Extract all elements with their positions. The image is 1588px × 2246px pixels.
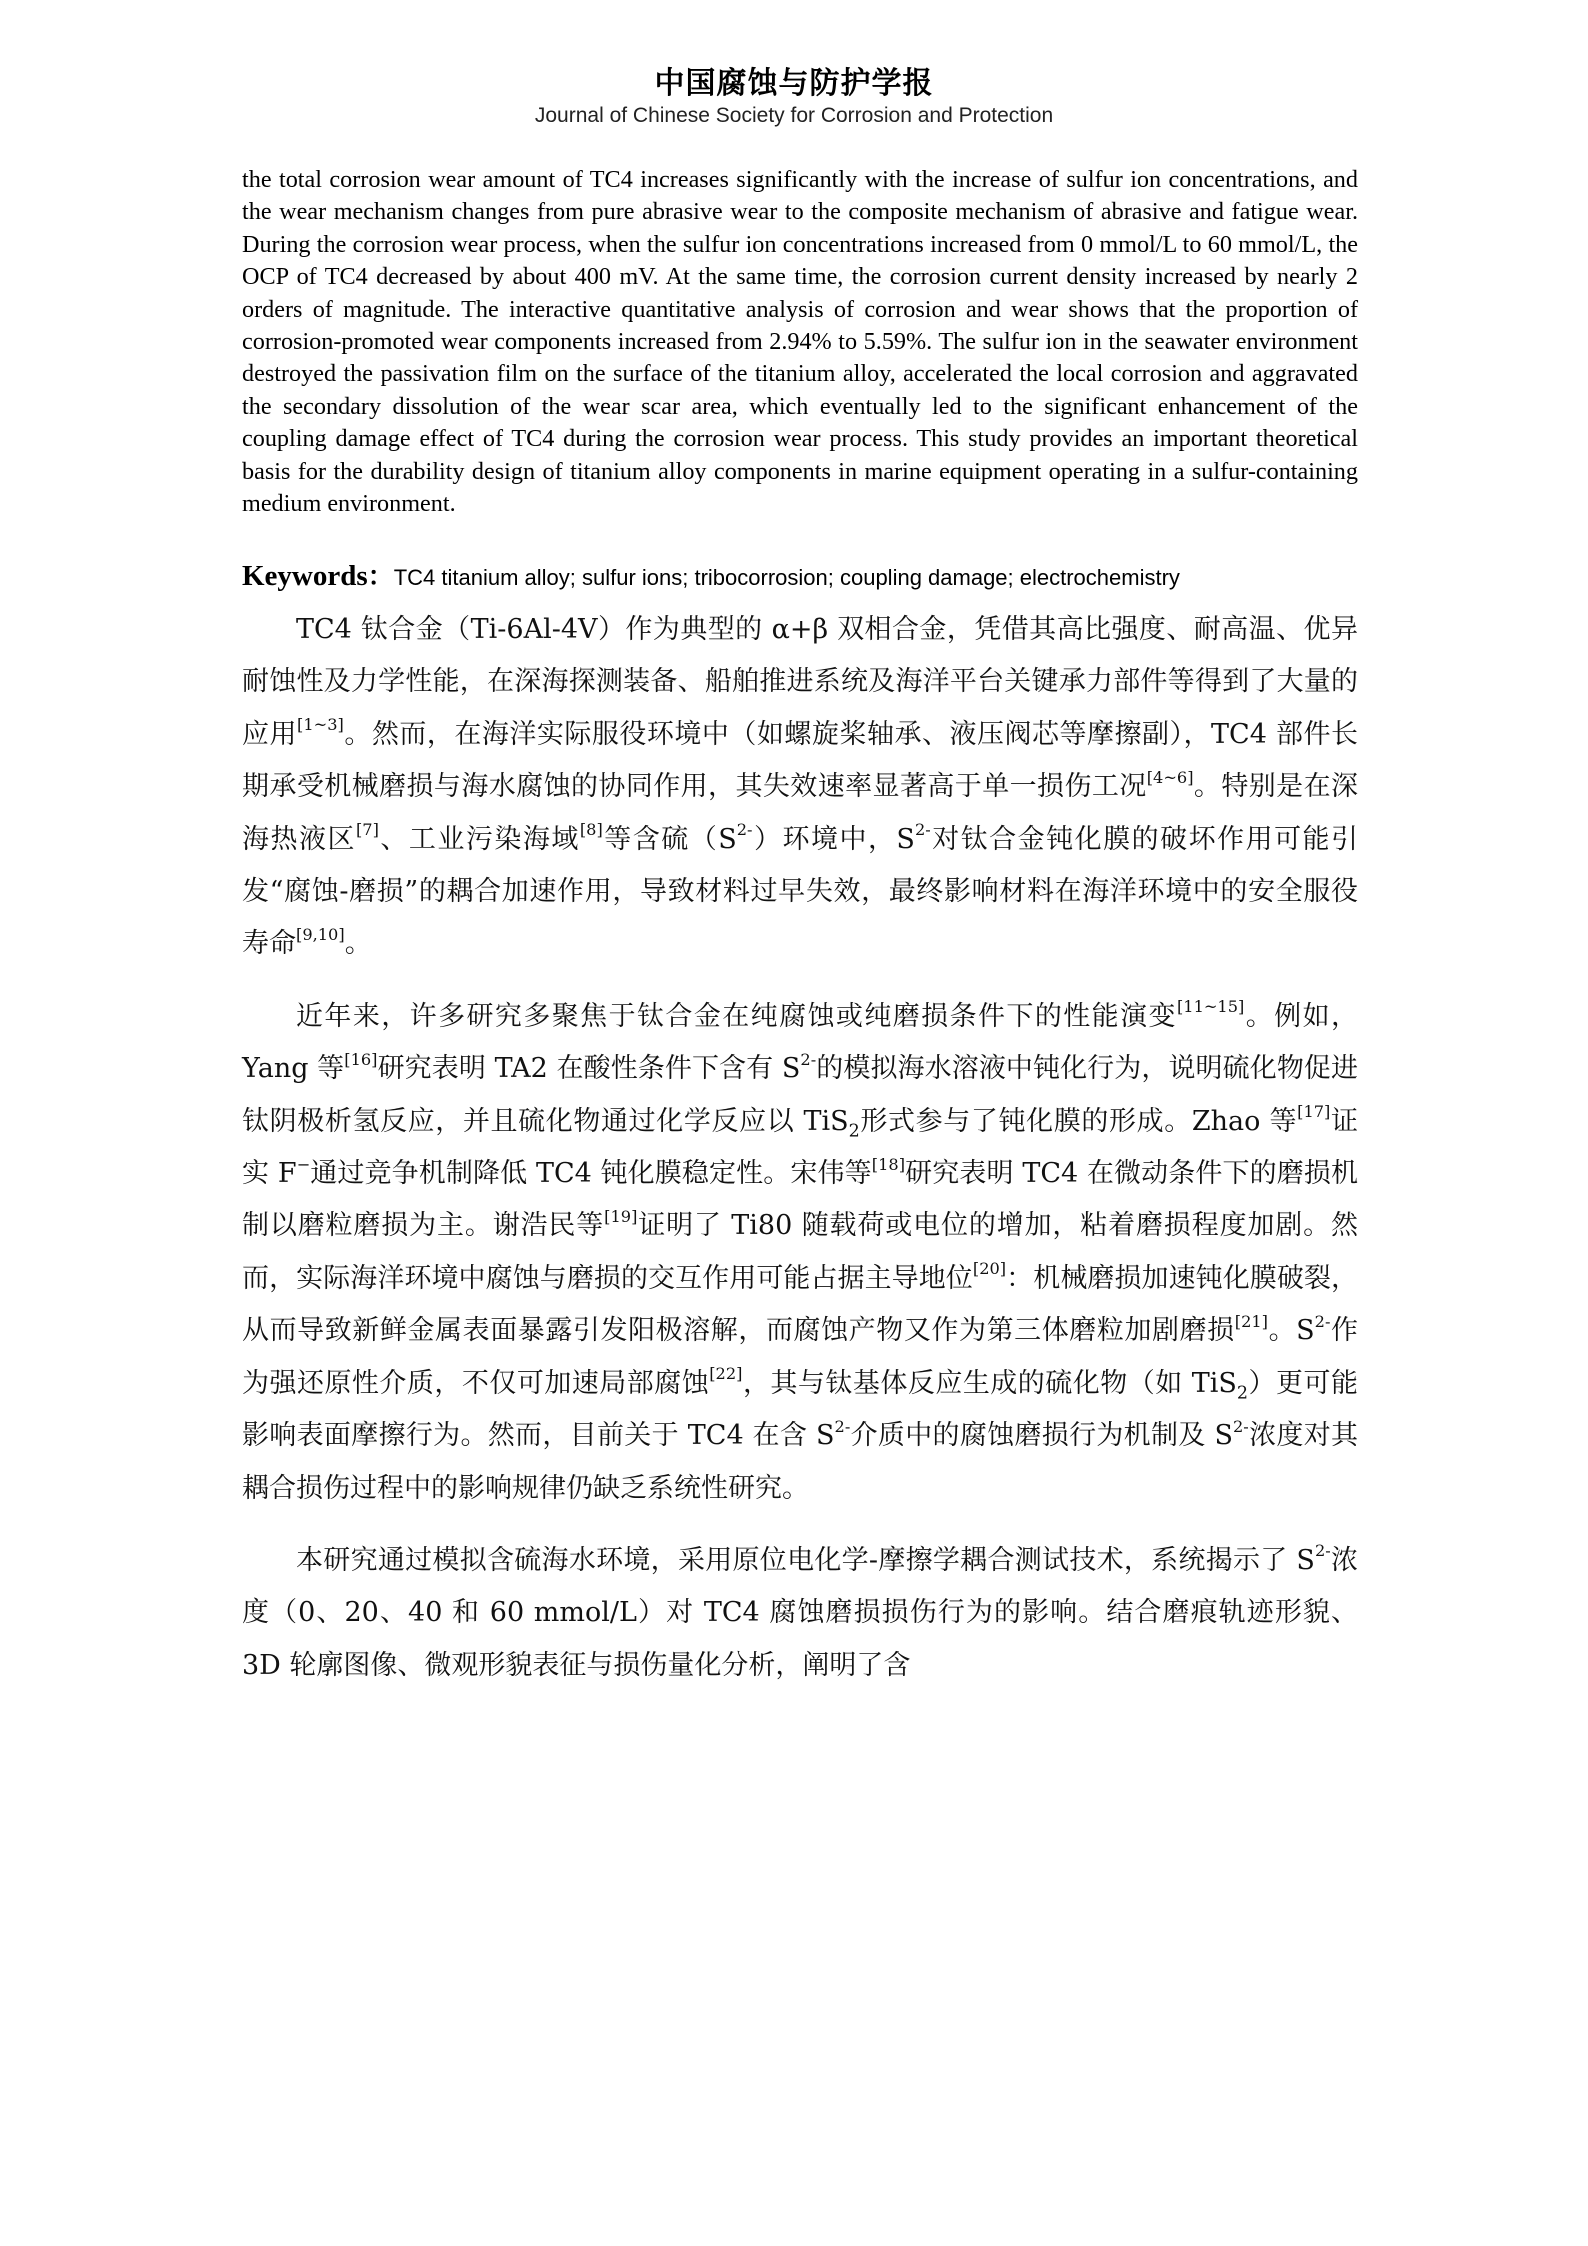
p3-text-1: 本研究通过模拟含硫海水环境，采用原位电化学-摩擦学耦合测试技术，系统揭示了 S (296, 1544, 1315, 1576)
journal-title-en: Journal of Chinese Society for Corrosion and Protection (534, 104, 1054, 127)
p2-text-15: 介质中的腐蚀磨损行为机制及 S (850, 1420, 1233, 1452)
p1-text-5: 等含硫（S (602, 823, 737, 855)
p1-text-8: 。 (344, 928, 372, 960)
citation: [19] (604, 1207, 638, 1227)
ion-charge: 2- (1233, 1416, 1249, 1436)
ion-charge: 2- (736, 820, 753, 840)
p1-text-4: 、工业污染海域 (378, 823, 580, 855)
ion-charge: − (296, 1154, 311, 1174)
citation: [21] (1234, 1311, 1268, 1331)
citation: [1~3] (297, 715, 344, 735)
p2-text-6: 证实 F (242, 1105, 1358, 1190)
p2-text-11: 。S (1268, 1315, 1315, 1347)
p1-text-2: 。然而，在海洋实际服役环境中（如螺旋桨轴承、液压阀芯等摩擦副），TC4 部件长期承受机械磨损与海水腐蚀的协同作用，其失效速率显著高于单一损伤工况 (242, 718, 1358, 803)
p2-text-7: 通过竞争机制降低 TC4 钝化膜稳定性。宋伟等 (310, 1158, 872, 1190)
p2-text-13: ，其与钛基体反应生成的硫化物（如 TiS (742, 1367, 1237, 1399)
p2-text-4: 的模拟海水溶液中钝化行为，说明硫化物促进钛阴极析氢反应，并且硫化物通过化学反应以 TiS (242, 1053, 1358, 1137)
subscript: 2 (1236, 1383, 1249, 1404)
p2-text-9: 证明了 Ti80 随载荷或电位的增加，粘着磨损程度加剧。然而，实际海洋环境中腐蚀与磨损的交互作用可能占据主导地位 (242, 1210, 1358, 1294)
ion-charge: 2- (800, 1049, 817, 1069)
citation: [22] (709, 1364, 743, 1384)
p1-text-3: 。特别是在深海热液区 (242, 771, 1359, 855)
citation: [4~6] (1146, 767, 1194, 787)
p2-text-10: ：机械磨损加速钝化膜破裂，从而导致新鲜金属表面暴露引发阳极溶解，而腐蚀产物又作为第三体磨粒加剧磨损 (242, 1262, 1359, 1347)
p1-text-1: TC4 钛合金（Ti-6Al-4V）作为典型的 α+β 双相合金，凭借其高比强度、耐高温、优异耐蚀性及力学性能，在深海探测装备、船舶推进系统及海洋平台关键承力部件等得到了大量的应用 (242, 614, 1358, 750)
paragraph-2 (242, 991, 1358, 1515)
p2-text-8: 研究表明 TC4 在微动条件下的磨损机制以磨粒磨损为主。谢浩民等 (242, 1158, 1359, 1242)
keywords-text: TC4 titanium alloy; sulfur ions; tribocorrosion; coupling damage; electrochemistry (393, 565, 1180, 590)
ion-charge: 2- (1314, 1311, 1331, 1331)
p3-text-2: 浓度（0、20、40 和 60 mmol/L）对 TC4 腐蚀磨损损伤行为的影响。结合磨痕轨迹形貌、3D 轮廓图像、微观形貌表征与损伤量化分析，阐明了含 (242, 1544, 1359, 1681)
citation: [20] (972, 1259, 1007, 1279)
abstract-text: the total corrosion wear amount of TC4 increases significantly with the increase of sulfur ion concentrations, and the wear mechanism changes from pure abrasive wear to the composite mechanism of abrasive and fatigue wear. During the corrosion wear process, when the sulfur ion concentrations increased from 0 mmol/L to 60 mmol/L, the OCP of TC4 decreased by about 400 mV. At the same time, the corrosion current density increased by nearly 2 orders of magnitude. The interactive quantitative analysis of corrosion and wear shows that the proportion of corrosion-promoted wear components increased from 2.94% to 5.59%. The sulfur ion in the seawater environment destroyed the passivation film on the surface of the titanium alloy, accelerated the local corrosion and aggravated the secondary dissolution of the wear scar area, which eventually led to the significant enhancement of the coupling damage effect of TC4 during the corrosion wear process. This study provides an important theoretical basis for the durability design of titanium alloy components in marine equipment operating in a sulfur-containing medium environment. (242, 166, 1358, 518)
ion-charge: 2- (1314, 1541, 1331, 1561)
citation: [8] (579, 820, 603, 840)
keywords-line (242, 556, 1372, 593)
p2-text-5: 形式参与了钝化膜的形成。Zhao 等 (859, 1105, 1298, 1137)
paragraph-1 (242, 604, 1358, 971)
citation: [9,10] (296, 925, 345, 945)
paragraph-3 (242, 1535, 1358, 1692)
p1-text-7: 对钛合金钝化膜的破坏作用可能引发“腐蚀-磨损”的耦合加速作用，导致材料过早失效，最终影响材料在海洋环境中的安全服役寿命 (242, 823, 1359, 960)
ion-charge: 2- (914, 820, 931, 840)
citation: [11~15] (1176, 997, 1245, 1017)
keywords-colon: ： (367, 562, 394, 591)
citation: [18] (871, 1154, 906, 1174)
p2-text-2: 。例如，Yang 等 (242, 1000, 1359, 1085)
main-body (242, 604, 1358, 1692)
ion-charge: 2- (834, 1416, 851, 1436)
citation: [17] (1297, 1102, 1331, 1122)
journal-title-cn: 中国腐蚀与防护学报 (654, 66, 934, 101)
subscript: 2 (848, 1121, 860, 1142)
p1-text-6: ）环境中，S (752, 823, 915, 855)
p2-text-14: ）更可能影响表面摩擦行为。然而，目前关于 TC4 在含 S (242, 1367, 1358, 1452)
p2-text-12: 作为强还原性介质，不仅可加速局部腐蚀 (242, 1315, 1359, 1399)
citation: [7] (355, 820, 379, 840)
p2-text-16: 浓度对其耦合损伤过程中的影响规律仍缺乏系统性研究。 (242, 1420, 1359, 1504)
keywords-label: Keywords (242, 560, 368, 592)
p2-text-1: 近年来，许多研究多聚焦于钛合金在纯腐蚀或纯磨损条件下的性能演变 (296, 1000, 1177, 1032)
p2-text-3: 研究表明 TA2 在酸性条件下含有 S (377, 1053, 801, 1085)
citation: [16] (344, 1049, 378, 1069)
